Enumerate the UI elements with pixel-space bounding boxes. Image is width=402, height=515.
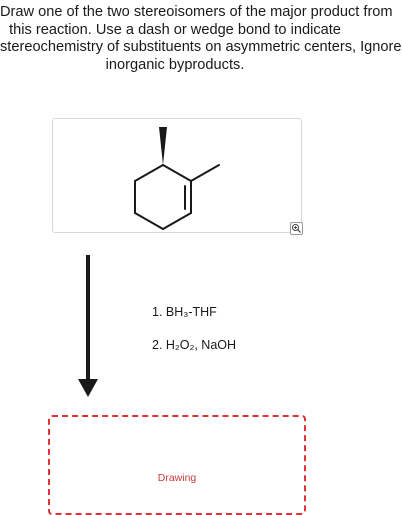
drawing-answer-area[interactable]	[48, 415, 306, 515]
down-arrow-icon	[76, 255, 100, 400]
ring-bond	[163, 213, 191, 229]
magnifier-plus-icon	[291, 223, 302, 234]
methyl-bond	[191, 165, 219, 181]
ring-bond	[135, 213, 163, 229]
condition-step: 2. H₂O₂, NaOH	[152, 338, 237, 352]
question-text	[0, 4, 402, 73]
reaction-conditions	[152, 305, 236, 371]
reactant-structure-panel	[52, 118, 302, 233]
condition-step: 1. BH₃-THF	[152, 305, 217, 319]
drawing-label: Drawing	[157, 472, 197, 484]
zoom-button[interactable]	[290, 222, 303, 235]
wedge-bond	[159, 127, 167, 165]
ring-bond	[135, 165, 163, 181]
question-line: Draw one of the two stereoisomers of the major product from	[0, 4, 393, 20]
question-line: inorganic byproducts.	[105, 56, 245, 73]
reactant-molecule	[53, 119, 303, 234]
ring-bond	[163, 165, 191, 181]
question-line: stereochemistry of substituents on asymmetric centers, Ignore	[0, 39, 402, 55]
question-line: this reaction. Use a dash or wedge bond to indicate	[9, 21, 341, 38]
